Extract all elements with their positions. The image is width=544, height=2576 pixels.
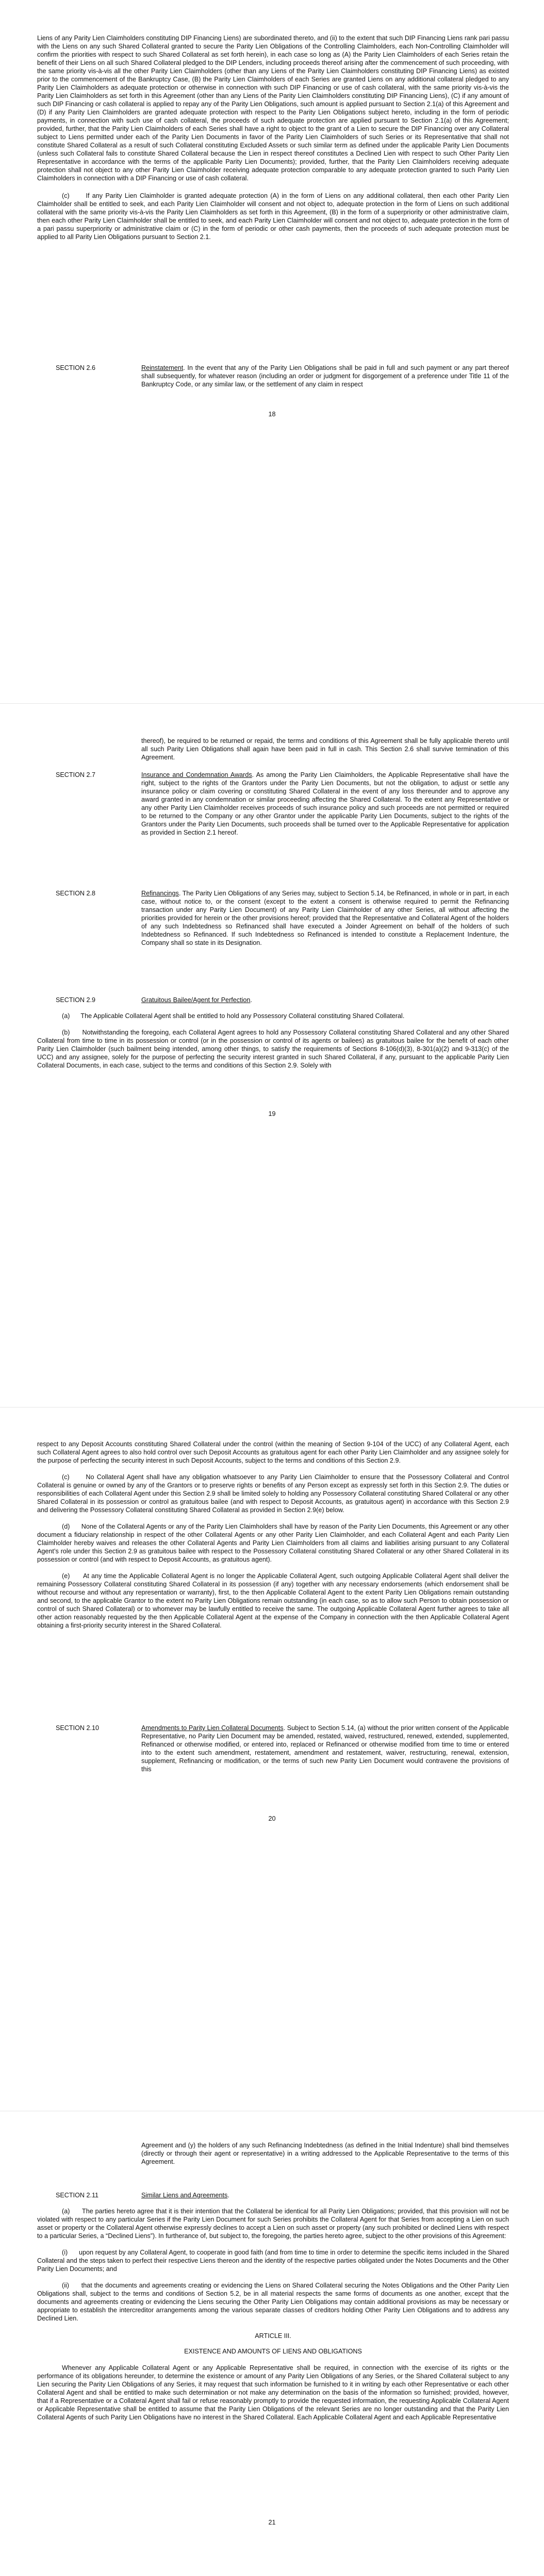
section-title: Amendments to Parity Lien Collateral Documents — [141, 1724, 284, 1732]
article-heading: ARTICLE III. — [255, 2332, 291, 2340]
paragraph-a: (a) The parties hereto agree that it is their intention that the Collateral be identical for all Parity Lien Obligations; provided, that this provision will not be violated with respect to any particular Series if the Parity Lien Document for such Series prohibits the Collateral Agent for that Series from accepting a Lien on such asset or property or the Collateral Agent otherwise expressly declines to accept a Lien on such asset or property (any such prohibited or declined Liens with respect to a particular Series, a “Declined Liens”). In furtherance of, but subject to, the foregoing, the parties hereto agree, subject to the other provisions of this Agreement: — [37, 2208, 509, 2240]
paragraph-b: (b) Notwithstanding the foregoing, each Collateral Agent agrees to hold any Possessory Collateral constituting Shared Collateral and any other Shared Collateral from time to time in its possession or control (or in the possession or control of its agents or bailees) as gratuitous bailee for the benefit of each other Parity Lien Claimholder (such bailment being intended, among other things, to satisfy the requirements of Sections 8-106(d)(3), 8-301(a)(2) and 9-313(c) of the UCC) and any assignee, solely for the purpose of perfecting the security interest granted in such Shared Collateral, if any, pursuant to the applicable Parity Lien Collateral Documents, in each case, subject to the terms and conditions of this Section 2.9. Solely with — [37, 1029, 509, 1069]
paragraph-c: (c) If any Parity Lien Claimholder is granted adequate protection (A) in the form of Liens on any additional collateral, then each other Parity Lien Claimholder shall be entitled to seek, and each Parity Lien Claimholder will consent and not object to, adequate protection in the form of Liens on such additional collateral with the same priority vis-à-vis the Parity Lien Claimholders as set forth in this Agreement, (B) in the form of a superpriority or other administrative claim, then each other Parity Lien Claimholder shall be entitled to seek, and each Parity Lien Claimholder will consent and not object to, adequate protection in the form of a pari passu superpriority or administrative claim or (C) in the form of periodic or other cash payments, then the proceeds of such adequate protection must be applied to all Parity Lien Obligations pursuant to Section 2.1. — [37, 192, 509, 241]
section-number: SECTION 2.11 — [56, 2192, 99, 2199]
section-2-11 — [37, 2191, 509, 2199]
paragraph: Liens of any Parity Lien Claimholders constituting DIP Financing Liens) are subordinated thereto, and (ii) to the extent that such DIP Financing Liens rank pari passu with the Liens on any such Shared Collateral granted to secure the Parity Lien Obligations of the Controlling Claimholders, each Non-Controlling Claimholder will confirm the priorities with respect to such Shared Collateral as set forth herein), in each case so long as (A) the Parity Lien Claimholders of each Series retain the benefit of their Liens on all such Shared Collateral pledged to the DIP Lenders, including proceeds thereof arising after the commencement of such proceeding, with the same priority vis-à-vis all the other Parity Lien Claimholders (other than any Liens of the Parity Lien Claimholders constituting DIP Financing Liens) as existed prior to the commencement of the Bankruptcy Case, (B) the Parity Lien Claimholders of each Series are granted Liens on any additional collateral pledged to any Parity Lien Claimholders as adequate protection or otherwise in connection with such DIP Financing or use of cash collateral, with the same priority vis-à-vis the Parity Lien Claimholders as set forth in this Agreement (other than any Liens of the Parity Lien Claimholders constituting DIP Financing Liens), (C) if any amount of such DIP Financing or cash collateral is applied to repay any of the Parity Lien Obligations, such amount is applied pursuant to Section 2.1(a) of this Agreement and (D) if any Parity Lien Claimholders are granted adequate protection with respect to the Parity Lien Obligations subject hereto, including in the form of periodic payments, in connection with such use of cash collateral, the proceeds of such adequate protection are applied pursuant to Section 2.1(a) of this Agreement; provided, further, that the Parity Lien Claimholders of each Series shall have a right to object to the grant of a Lien to secure the DIP Financing over any Collateral subject to Liens permitted under each of the Parity Lien Documents in favor of the Parity Lien Claimholders of such Series or its Representative that shall not constitute Shared Collateral as a result of such Collateral constituting Excluded Assets or such similar term as defined under the applicable Parity Lien Documents (unless such Collateral fails to constitute Shared Collateral because the Lien in respect thereof constitutes a Declined Lien with respect to such Other Parity Lien Representative in accordance with the terms of the applicable Parity Lien Documents); provided, further, that the Parity Lien Claimholders receiving adequate protection shall not object to any other Parity Lien Claimholder receiving adequate protection comparable to any adequate protection granted to such Parity Lien Claimholders in connection with a DIP Financing or use of cash collateral. — [37, 35, 509, 182]
section-text: Agreement and (y) the holders of any such Refinancing Indebtedness (as defined in the Initial Indenture) shall bind themselves (directly or through their agent or representative) in a writing addressed to the Applicable Representative to the terms of this Agreement. — [141, 2142, 509, 2165]
article-title: EXISTENCE AND AMOUNTS OF LIENS AND OBLIGATIONS — [184, 2348, 362, 2355]
document-page-21 — [0, 2111, 544, 2576]
document-page-20 — [0, 1408, 544, 2111]
section-title: Similar Liens and Agreements — [141, 2192, 228, 2199]
document-page-18 — [0, 0, 544, 703]
article-paragraph: Whenever any Applicable Collateral Agent or any Applicable Representative shall be required, in connection with the exercise of its rights or the performance of its obligations hereunder, to determine the existence or amount of any Parity Lien Obligations of any Series, or the Shared Collateral subject to any Lien securing the Parity Lien Obligations of any Series, it may request that such information be furnished to it in writing by each other Representative or each other Collateral Agent and shall be entitled to make such determination or not make any determination on the basis of the information so furnished; provided, however, that if a Representative or a Collateral Agent shall fail or refuse reasonably promptly to provide the requested information, the requesting Applicable Collateral Agent or Applicable Representative shall be entitled to assume that the Parity Lien Obligations of the relevant Series are no longer outstanding and that the Parity Lien Collateral Agents of such Parity Lien Obligations have no interest in the Shared Collateral. Each Applicable Collateral Agent and each Applicable Representative — [37, 2364, 509, 2421]
section-2-8 — [37, 889, 509, 947]
section-2-6-continued — [37, 737, 509, 761]
section-text: . — [227, 2192, 229, 2199]
section-title: Refinancings — [141, 890, 179, 897]
section-title: Insurance and Condemnation Awards — [141, 771, 252, 778]
section-text: . The Parity Lien Obligations of any Series may, subject to Section 5.14, be Refinanced, in whole or in part, in each case, without notice to, or the consent (except to the extent a consent is otherwise required to permit the Refinancing transaction under any Parity Lien Document) of any Parity Lien Claimholder of any other Series, all without affecting the priorities provided for herein or the other provisions hereof; provided that the Representative and Collateral Agent of the holders of any such Indebtedness so Refinanced shall have executed a Joinder Agreement on behalf of the holders of such Indebtedness so Refinanced. If such Indebtedness so Refinanced is intended to constitute a Replacement Indenture, the Company shall so state in its Designation. — [141, 890, 509, 946]
document-page-19 — [0, 704, 544, 1407]
paragraph-a: (a) The Applicable Collateral Agent shall be entitled to hold any Possessory Collateral constituting Shared Collateral. — [62, 1012, 405, 1020]
paragraph-e: (e) At any time the Applicable Collateral Agent is no longer the Applicable Collateral Agent, such outgoing Applicable Collateral Agent shall deliver the remaining Possessory Collateral constituting Shared Collateral in its possession (if any) together with any necessary endorsements (which endorsement shall be without recourse and without any representation or warranty), first, to the then Applicable Collateral Agent to the extent Parity Lien Obligations remain outstanding and second, to the applicable Grantor to the extent no Parity Lien Obligations remain outstanding (in each case, so as to allow such Person to obtain possession or control of such Shared Collateral) or to whomever may be lawfully entitled to receive the same. The outgoing Applicable Collateral Agent further agrees to take all other action reasonably requested by the then Applicable Collateral Agent at the expense of the Company in connection with the then Applicable Collateral Agent obtaining a first-priority security interest in the Shared Collateral. — [37, 1572, 509, 1629]
section-title: Gratuitous Bailee/Agent for Perfection — [141, 996, 251, 1004]
paragraph-ii: (ii) that the documents and agreements creating or evidencing the Liens on Shared Collateral securing the Notes Obligations and the Other Parity Lien Obligations shall, subject to the terms and conditions of Section 5.2, be in all material respects the same forms of documents as one another, except that the documents and agreements creating or evidencing the Liens securing the Other Parity Lien Obligations may contain additional provisions as may be necessary or appropriate to establish the intercreditor arrangements among the various separate classes of creditors holding Other Parity Lien Obligations and to address any Declined Lien. — [37, 2282, 509, 2322]
paragraph-d: (d) None of the Collateral Agents or any of the Parity Lien Claimholders shall have by reason of the Parity Lien Documents, this Agreement or any other document a fiduciary relationship in respect of the other Collateral Agents or any other Parity Lien Claimholder, and each Collateral Agent and each Parity Lien Claimholder hereby waives and releases the other Collateral Agents and Parity Lien Claimholders from all claims and liabilities arising pursuant to any Collateral Agent’s role under this Section 2.9 as gratuitous bailee with respect to the Possessory Collateral constituting Shared Collateral or any other Shared Collateral in its possession or control (and with respect to Deposit Accounts, as gratuitous agent). — [37, 1523, 509, 1563]
section-title: Reinstatement — [141, 364, 184, 371]
section-2-10-continued — [37, 2141, 509, 2166]
page-number: 18 — [268, 411, 276, 418]
paragraph: respect to any Deposit Accounts constituting Shared Collateral under the control (within the meaning of Section 9-104 of the UCC) of any Collateral Agent, each such Collateral Agent agrees to also hold control over such Deposit Accounts as gratuitous agent for each other Parity Lien Claimholder and any assignee solely for the purpose of perfecting the security interest in such Deposit Accounts, subject to the terms and conditions of this Section 2.9. — [37, 1440, 509, 1464]
paragraph-i: (i) upon request by any Collateral Agent, to cooperate in good faith (and from time to time in order to determine the specific items included in the Shared Collateral and the steps taken to perfect their respective Liens thereon and the identity of the respective parties obligated under the Notes Documents and the Other Parity Lien Documents; and — [37, 2249, 509, 2273]
section-2-10 — [37, 1724, 509, 1773]
section-text: . In the event that any of the Parity Lien Obligations shall be paid in full and such payment or any part thereof shall subsequently, for whatever reason (including an order or judgment for disgorgement of a preference under Title 11 of the Bankruptcy Code, or any similar law, or the settlement of any claim in respect — [141, 364, 509, 388]
section-2-6 — [37, 364, 509, 388]
paragraph-c: (c) No Collateral Agent shall have any obligation whatsoever to any Parity Lien Claimholder to ensure that the Possessory Collateral and Control Collateral is genuine or owned by any of the Grantors or to preserve rights or benefits of any Person except as expressly set forth in this Section 2.9. The duties or responsibilities of each Collateral Agent under this Section 2.9 shall be limited solely to holding any Possessory Collateral constituting Shared Collateral or any other Shared Collateral in its possession or control as gratuitous bailee (and with respect to Deposit Accounts, as gratuitous agent) in accordance with this Section 2.9 and delivering the Possessory Collateral constituting Shared Collateral as provided in Section 2.9(e) below. — [37, 1473, 509, 1514]
section-number: SECTION 2.6 — [56, 364, 95, 371]
section-text: . As among the Parity Lien Claimholders, the Applicable Representative shall have the right, subject to the rights of the Grantors under the Parity Lien Documents, but not the obligation, to adjust or settle any insurance policy or claim covering or constituting Shared Collateral in the event of any loss thereunder and to approve any award granted in any condemnation or similar proceeding affecting the Shared Collateral. To the extent any Representative or any other Parity Lien Claimholder receives proceeds of such insurance policy and such proceeds are not permitted or required to be returned to the Company or any other Grantor under the applicable Parity Lien Documents, subject to the rights of the Grantors under the Parity Lien Documents, such proceeds shall be turned over to the Applicable Representative for application as provided in Section 2.1 hereof. — [141, 771, 509, 836]
section-text: . Subject to Section 5.14, (a) without the prior written consent of the Applicable Representative, no Parity Lien Document may be amended, restated, waived, restructured, renewed, extended, supplemented, Refinanced or otherwise modified, or entered into, replaced or Refinanced or otherwise modified from time to time or entered into to the extent such amendment, restatement, amendment and restatement, waiver, restructuring, renewal, extension, supplement, Refinancing or modification, or the terms of such new Parity Lien Document would contravene the provisions of this — [141, 1724, 509, 1773]
section-number: SECTION 2.9 — [56, 996, 95, 1004]
section-number: SECTION 2.7 — [56, 771, 95, 778]
page-number: 20 — [268, 1815, 276, 1822]
page-number: 21 — [268, 2519, 276, 2526]
section-2-7 — [37, 771, 509, 837]
section-number: SECTION 2.10 — [56, 1724, 99, 1732]
page-number: 19 — [268, 1110, 276, 1117]
section-number: SECTION 2.8 — [56, 890, 95, 897]
section-text: thereof), be required to be returned or repaid, the terms and conditions of this Agreement shall be fully applicable thereto until all such Parity Lien Obligations shall again have been paid in full in cash. This Section 2.6 shall survive termination of this Agreement. — [141, 737, 509, 761]
section-2-9 — [37, 996, 509, 1004]
section-text: . — [250, 996, 252, 1004]
